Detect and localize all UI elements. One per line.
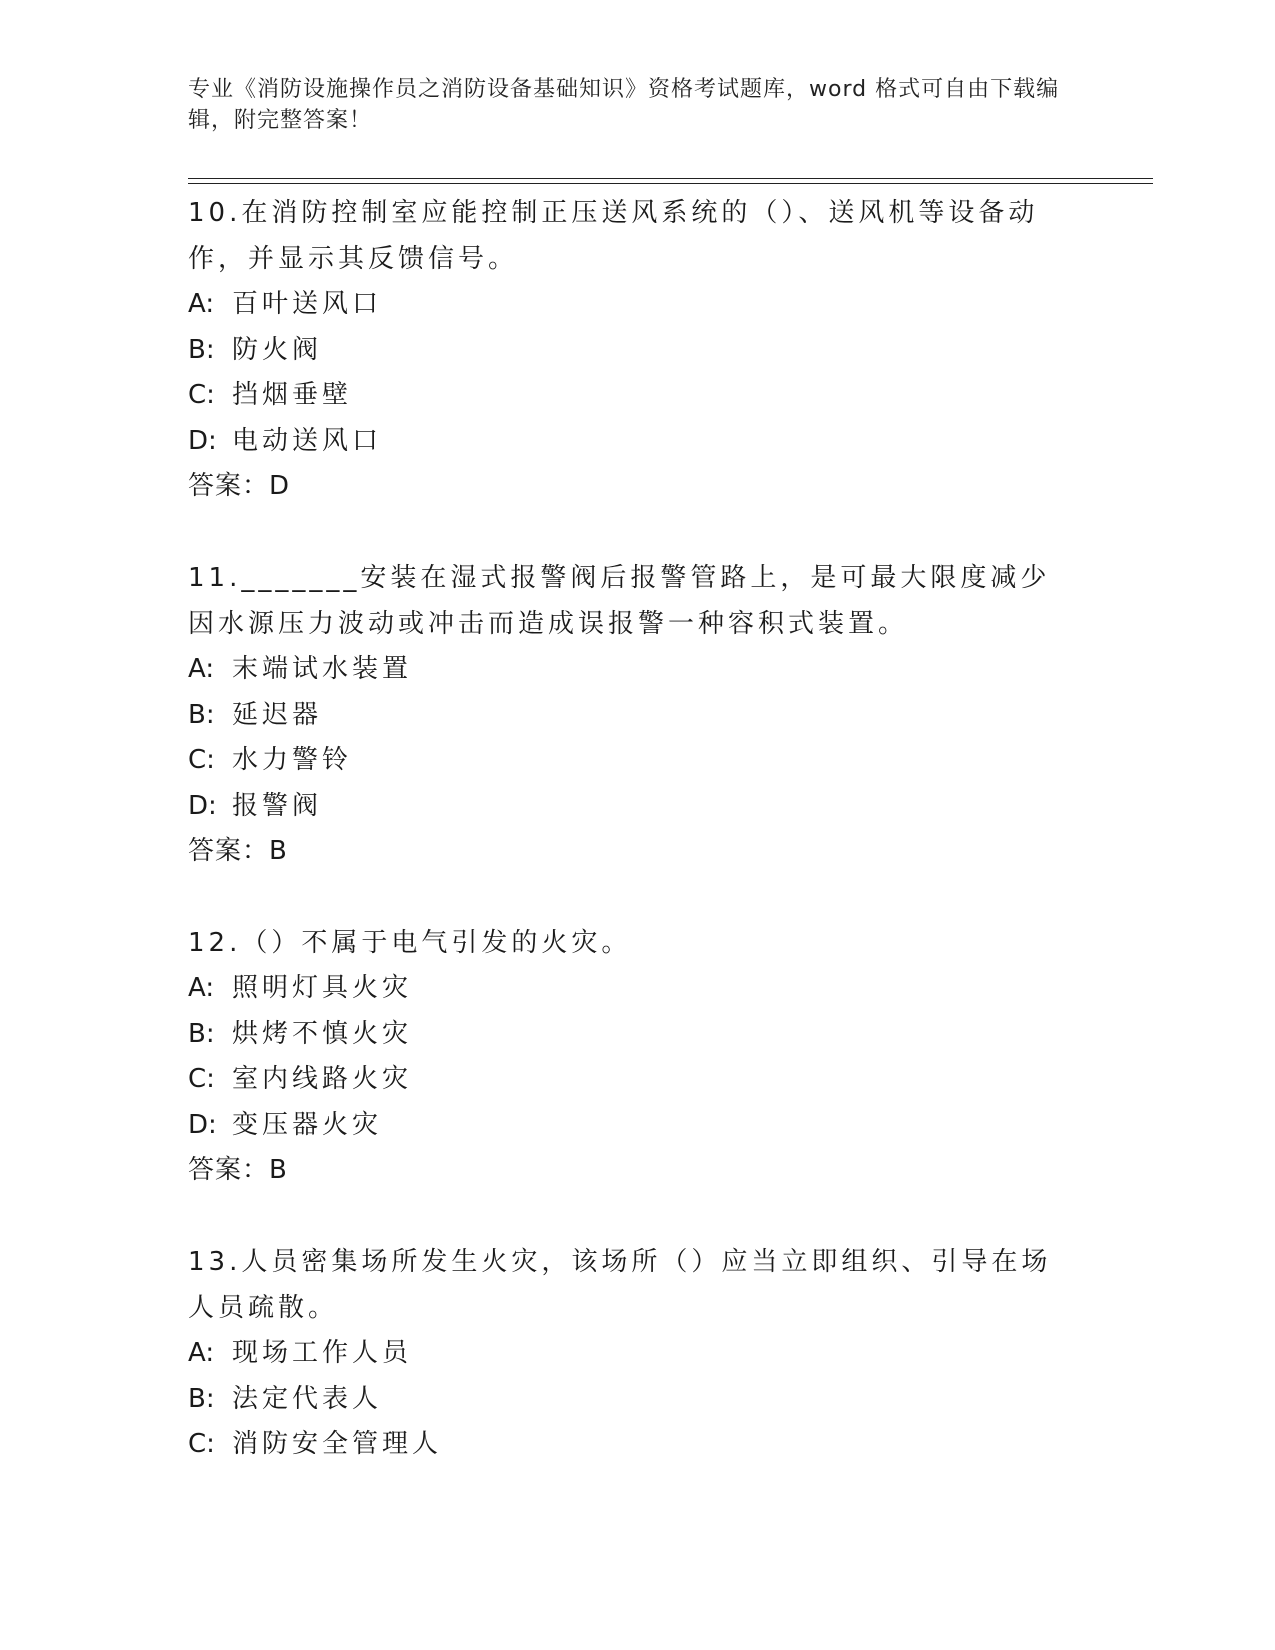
option-letter: C:	[188, 1064, 215, 1094]
option-letter: B:	[188, 334, 215, 365]
question-stem: 13.人员密集场所发生火灾，该场所（）应当立即组织、引导在场人员疏散。	[188, 1247, 1052, 1323]
question-10	[188, 190, 1068, 509]
question-stem: 11._______安装在湿式报警阀后报警管路上，是可最大限度减少因水源压力波动或冲击而造成误报警一种容积式装置。	[188, 563, 1051, 639]
option-text: 水力警铃	[232, 745, 353, 775]
option-b	[188, 1012, 1068, 1058]
answer-line: 答案：B	[188, 836, 288, 866]
question-13	[188, 1239, 1068, 1468]
option-letter: B:	[188, 699, 215, 730]
question-stem: 12.（）不属于电气引发的火灾。	[188, 928, 632, 958]
answer-line: 答案：D	[188, 471, 291, 501]
document-header: 专业《消防设施操作员之消防设备基础知识》资格考试题库，word 格式可自由下载编辑，附完整答案！	[188, 77, 1060, 133]
option-text: 防火阀	[232, 334, 323, 365]
option-letter: A:	[188, 289, 215, 319]
option-text: 电动送风口	[232, 425, 383, 456]
option-letter: B:	[188, 1018, 215, 1049]
option-text: 烘烤不慎火灾	[232, 1018, 413, 1049]
question-12	[188, 920, 1068, 1193]
option-text: 末端试水装置	[232, 654, 413, 684]
option-text: 挡烟垂壁	[232, 380, 353, 410]
option-text: 现场工作人员	[232, 1338, 413, 1368]
question-stem: 10.在消防控制室应能控制正压送风系统的（）、送风机等设备动作，并显示其反馈信号。	[188, 198, 1039, 274]
header-rule-top	[188, 178, 1153, 179]
option-letter: D:	[188, 790, 217, 821]
option-letter: B:	[188, 1383, 215, 1414]
option-text: 报警阀	[232, 790, 323, 821]
question-11	[188, 555, 1068, 874]
option-text: 消防安全管理人	[232, 1429, 443, 1459]
option-letter: A:	[188, 1338, 215, 1368]
option-text: 法定代表人	[232, 1383, 383, 1414]
header-rule-bottom	[188, 183, 1153, 184]
option-d	[188, 1103, 1068, 1149]
option-c	[188, 738, 1068, 784]
question-list	[188, 190, 1068, 1514]
option-a	[188, 966, 1068, 1012]
option-a	[188, 647, 1068, 693]
option-text: 室内线路火灾	[232, 1064, 413, 1094]
option-letter: A:	[188, 973, 215, 1003]
option-d	[188, 419, 1068, 465]
option-c	[188, 1057, 1068, 1103]
option-b	[188, 1377, 1068, 1423]
option-letter: A:	[188, 654, 215, 684]
option-letter: C:	[188, 380, 215, 410]
option-c	[188, 1422, 1068, 1468]
option-letter: D:	[188, 425, 217, 456]
option-c	[188, 373, 1068, 419]
option-letter: D:	[188, 1109, 217, 1140]
option-text: 照明灯具火灾	[232, 973, 413, 1003]
option-d	[188, 784, 1068, 830]
option-text: 延迟器	[232, 699, 323, 730]
option-letter: C:	[188, 745, 215, 775]
answer-line: 答案：B	[188, 1155, 288, 1185]
option-b	[188, 328, 1068, 374]
option-text: 百叶送风口	[232, 289, 383, 319]
option-letter: C:	[188, 1429, 215, 1459]
option-a	[188, 282, 1068, 328]
option-a	[188, 1331, 1068, 1377]
option-text: 变压器火灾	[232, 1109, 383, 1140]
option-b	[188, 693, 1068, 739]
